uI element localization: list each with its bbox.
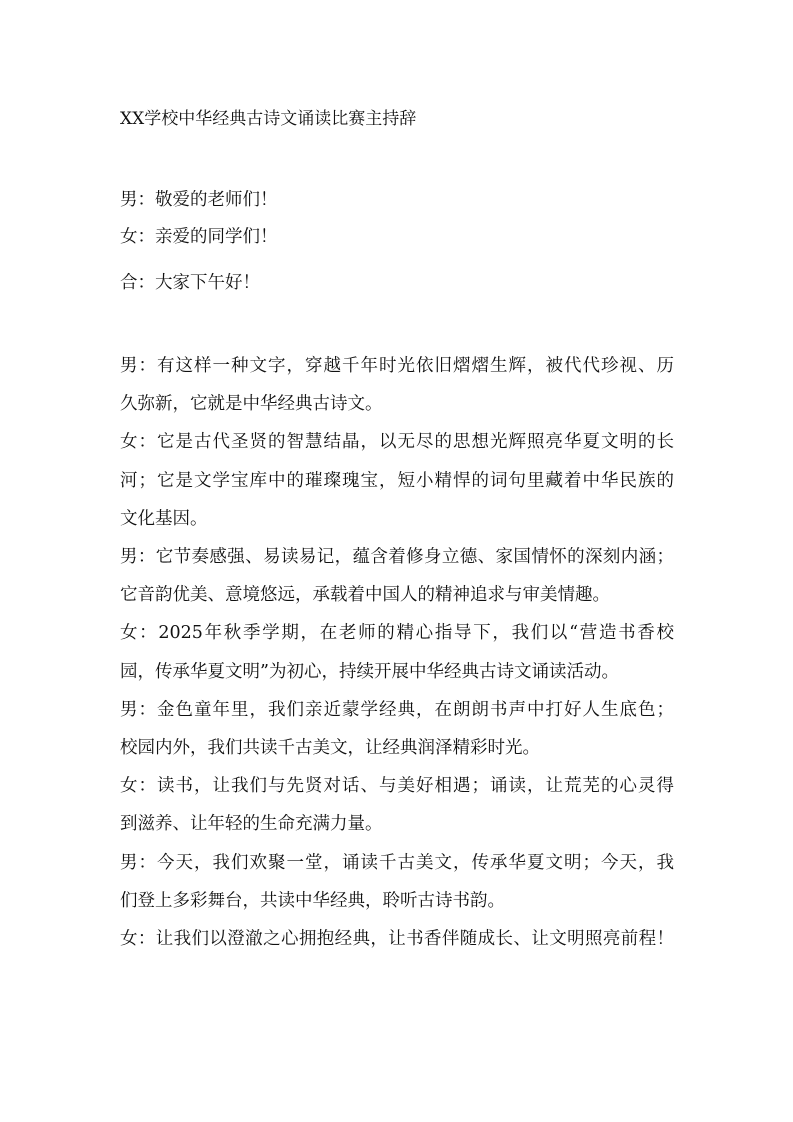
- paragraph-line: 们登上多彩舞台，共读中华经典，聆听古诗书韵。: [120, 891, 505, 911]
- paragraph-line: 它音韵优美、意境悠远，承载着中国人的精神追求与审美情趣。: [120, 585, 610, 605]
- paragraph-line: 到滋养、让年轻的生命充满力量。: [120, 814, 383, 834]
- paragraph-line: 校园内外，我们共读千古美文，让经典润泽精彩时光。: [120, 738, 540, 758]
- paragraph-line: 男：金色童年里，我们亲近蒙学经典，在朗朗书声中打好人生底色；: [120, 700, 674, 720]
- paragraph-line: 女：让我们以澄澈之心拥抱经典，让书香伴随成长、让文明照亮前程！: [120, 929, 674, 949]
- paragraph-line: 久弥新，它就是中华经典古诗文。: [120, 394, 383, 414]
- paragraph-line: 文化基因。: [120, 509, 208, 529]
- paragraph-line: 女：读书，让我们与先贤对话、与美好相遇；诵读，让荒芜的心灵得: [120, 776, 674, 796]
- paragraph-line: 女：2025年秋季学期，在老师的精心指导下，我们以“营造书香校: [120, 623, 674, 643]
- paragraph-line: 男：它节奏感强、易读易记，蕴含着修身立德、家国情怀的深刻内涵；: [120, 547, 674, 567]
- greeting-line: 合：大家下午好！: [120, 273, 260, 293]
- paragraph-line: 男：有这样一种文字，穿越千年时光依旧熠熠生辉，被代代珍视、历: [120, 356, 674, 376]
- paragraph-line: 男：今天，我们欢聚一堂，诵读千古美文，传承华夏文明；今天，我: [120, 853, 674, 873]
- document-title: XX学校中华经典古诗文诵读比赛主持辞: [120, 109, 417, 129]
- greeting-line: 女：亲爱的同学们！: [120, 227, 278, 247]
- paragraph-line: 河；它是文学宝库中的璀璨瑰宝，短小精悍的词句里藏着中华民族的: [120, 471, 674, 491]
- paragraph-line: 女：它是古代圣贤的智慧结晶，以无尽的思想光辉照亮华夏文明的长: [120, 432, 674, 452]
- greeting-line: 男：敬爱的老师们！: [120, 190, 278, 210]
- paragraph-line: 园，传承华夏文明”为初心，持续开展中华经典古诗文诵读活动。: [120, 662, 619, 682]
